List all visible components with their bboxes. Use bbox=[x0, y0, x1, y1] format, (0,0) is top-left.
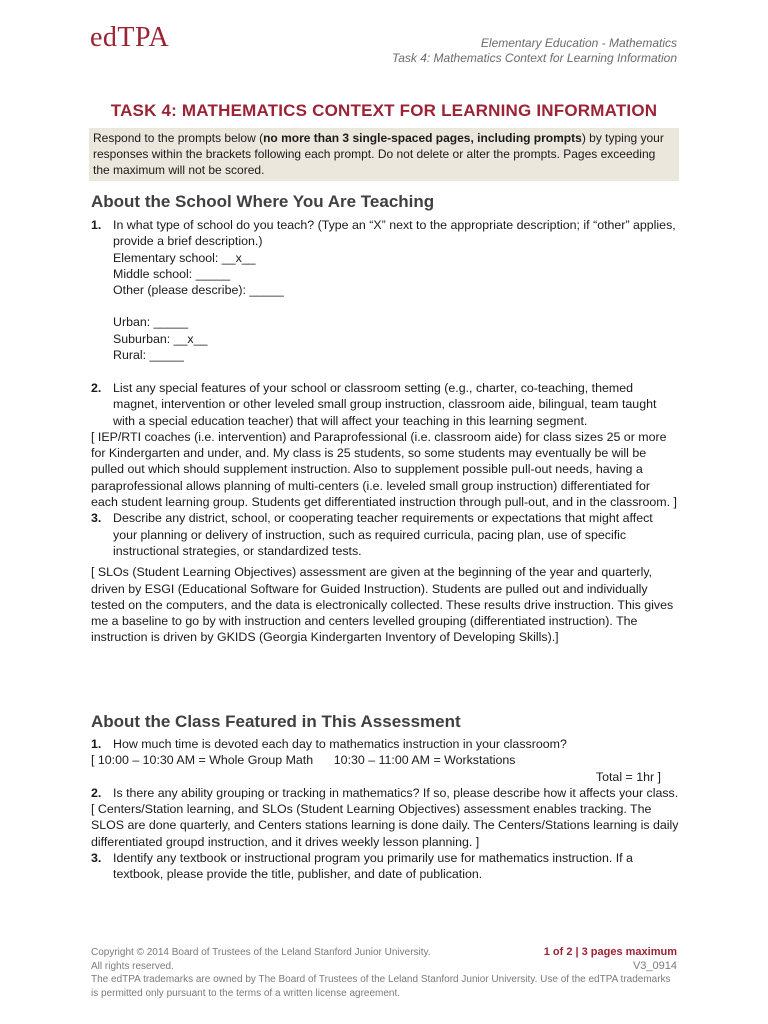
answer-urban: Urban: _____ bbox=[113, 315, 189, 330]
question-prompt: In what type of school do you teach? (Type an “X” next to the appropriate description; if “other” applies, provide a brief description.) bbox=[113, 218, 676, 249]
header-task: Task 4: Mathematics Context for Learning Information bbox=[391, 51, 677, 65]
response-special-features: [ IEP/RTI coaches (i.e. intervention) and Paraprofessional (i.e. classroom aide) for class sizes 25 or more for Kindergarten and under, and. My class is 25 students, so some students may eventually be will be pulled out which should supplement instruction. Also to supplement possible pull-out needs, having a paraprofessional allows planning of multi-centers (i.e. leveled small group instruction) differentiated for each student learning group. Students get differentiated instruction through pull-out, and in the classroom. ] bbox=[91, 429, 677, 510]
school-question-2 bbox=[91, 380, 679, 429]
class-section-body bbox=[91, 736, 679, 883]
question-number: 2. bbox=[91, 785, 102, 800]
school-question-3 bbox=[91, 510, 679, 559]
footer-page-info bbox=[544, 946, 677, 973]
school-section-body bbox=[91, 217, 679, 363]
question-prompt: How much time is devoted each day to mathematics instruction in your classroom? bbox=[113, 737, 567, 751]
answer-middle-school: Middle school: _____ bbox=[113, 266, 231, 281]
footer-trademark: The edTPA trademarks are owned by The Board of Trustees of the Leland Stanford Junior University. Use of the edTPA trademarks is permitted only pursuant to the terms of a written license agreement. bbox=[91, 974, 671, 999]
response-requirements: [ SLOs (Student Learning Objectives) assessment are given at the beginning of the year and quarterly, driven by ESGI (Educational Software for Guided Instruction). Students are pulled out and individually tested on the computers, and the data is electronically collected. These results drive instruction. This gives me a baseline to go by with instruction and centers levelled grouping (differentiated instruction). The instruction is driven by GKIDS (Georgia Kindergarten Inventory of Developing Skills).] bbox=[91, 565, 674, 645]
footer-rights: All rights reserved. bbox=[91, 960, 174, 972]
page-title: TASK 4: MATHEMATICS CONTEXT FOR LEARNING INFORMATION bbox=[110, 101, 658, 120]
school-question-1 bbox=[91, 217, 679, 363]
question-number: 1. bbox=[91, 218, 102, 232]
question-prompt: List any special features of your school or classroom setting (e.g., charter, co-teaching, themed magnet, intervention or other leveled small group instruction, classroom aide, bilingual, team taught with a special education teacher) that will affect your teaching in this learning segment. bbox=[113, 381, 657, 428]
instructions-text-end: ) by typing your responses within the brackets following each prompt. Do not delete or alter the prompts. Pages exceeding the maximum will not be scored. bbox=[93, 131, 664, 177]
response-math-total: Total = 1hr ] bbox=[595, 769, 661, 784]
instructions-box bbox=[89, 128, 679, 181]
question-prompt: Identify any textbook or instructional program you primarily use for mathematics instruction. If a textbook, please provide the title, publisher, and date of publication. bbox=[113, 851, 633, 882]
class-question-1 bbox=[91, 736, 679, 752]
footer-copyright: Copyright © 2014 Board of Trustees of the Leland Stanford Junior University. bbox=[91, 947, 431, 958]
answer-rural: Rural: _____ bbox=[113, 348, 184, 363]
school-section-body-2 bbox=[91, 380, 679, 646]
class-question-2 bbox=[91, 785, 679, 801]
instructions-page-limit: no more than 3 single-spaced pages, including prompts bbox=[263, 131, 582, 145]
question-prompt: Describe any district, school, or cooperating teacher requirements or expectations that might affect your planning or delivery of instruction, such as required curricula, pacing plan, use of specific instructional strategies, or standardized tests. bbox=[113, 511, 653, 558]
header-subject: Elementary Education - Mathematics bbox=[480, 36, 677, 50]
question-number: 2. bbox=[91, 381, 102, 395]
edtpa-logo: edTPA bbox=[90, 22, 170, 53]
instructions-text-start: Respond to the prompts below ( bbox=[93, 131, 264, 145]
section-heading-school: About the School Where You Are Teaching bbox=[91, 192, 435, 211]
running-header bbox=[392, 36, 677, 66]
section-heading-class: About the Class Featured in This Assessment bbox=[91, 712, 461, 731]
page-count: 1 of 2 | 3 pages maximum bbox=[543, 946, 677, 958]
question-number: 3. bbox=[91, 851, 102, 866]
answer-suburban: Suburban: __x__ bbox=[113, 331, 208, 346]
version-label: V3_0914 bbox=[632, 959, 677, 972]
answer-elementary-school: Elementary school: __x__ bbox=[113, 250, 256, 265]
answer-other: Other (please describe): _____ bbox=[113, 283, 284, 298]
question-number: 1. bbox=[91, 737, 102, 751]
response-ability-grouping: [ Centers/Station learning, and SLOs (Student Learning Objectives) assessment enables tracking. The SLOS are done quarterly, and Centers stations learning is done daily. The Centers/Stations learning is daily differentiated groupd instruction, and it drives weekly lesson planning. ] bbox=[91, 802, 679, 849]
question-prompt: Is there any ability grouping or tracking in mathematics? If so, please describe how it affects your class. bbox=[113, 785, 679, 800]
question-number: 3. bbox=[91, 511, 102, 526]
class-question-3 bbox=[91, 850, 679, 883]
response-math-time: [ 10:00 – 10:30 AM = Whole Group Math 10:30 – 11:00 AM = Workstations bbox=[91, 753, 516, 768]
